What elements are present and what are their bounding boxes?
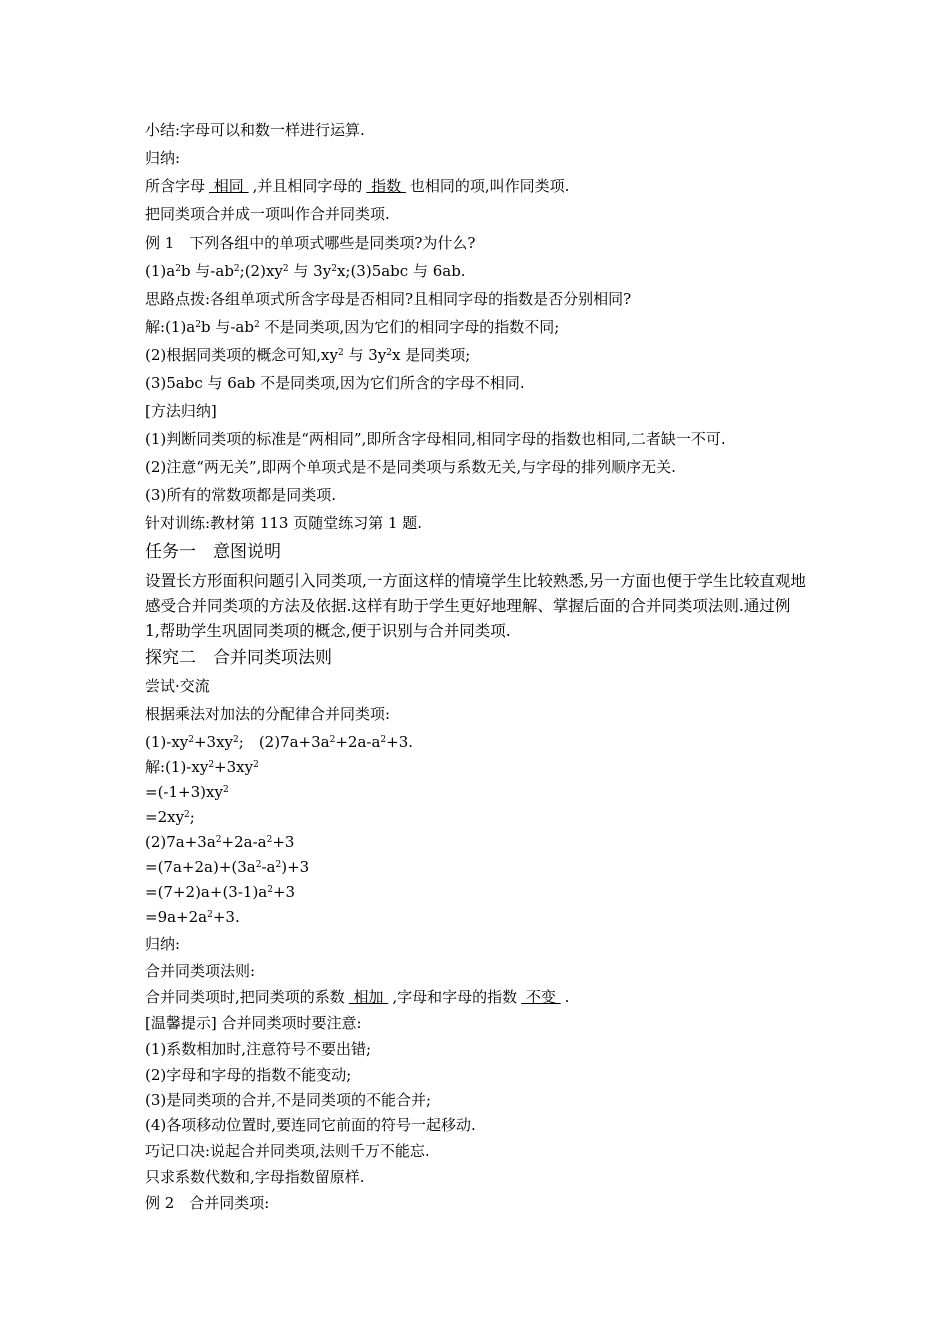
- exponent: 2: [267, 885, 273, 895]
- example-2-title: 例 2 合并同类项:: [145, 1194, 270, 1212]
- try-exchange: 尝试·交流: [145, 677, 210, 695]
- text-segment: 不是同类项,因为它们的相同字母的指数不同;: [259, 318, 560, 336]
- method-point-1: (1)判断同类项的标准是“两相同”,即所含字母相同,相同字母的指数也相同,二者缺一不可.: [145, 430, 726, 448]
- exponent: 2: [253, 760, 259, 770]
- exponent: 2: [207, 910, 213, 920]
- text-segment: =(7a+2a)+(3a: [145, 858, 256, 876]
- rule-statement: [145, 987, 569, 1007]
- text-segment: 解:(1)-xy: [145, 758, 209, 776]
- task-instruction: 根据乘法对加法的分配律合并同类项:: [145, 705, 391, 723]
- text-segment: +2a-a: [221, 833, 267, 851]
- solution-step: [145, 857, 309, 877]
- section-heading-task-1: 任务一 意图说明: [145, 542, 281, 562]
- tip-4: (4)各项移动位置时,要连同它前面的符号一起移动.: [145, 1116, 476, 1134]
- text-segment: (2)7a+3a: [145, 833, 216, 851]
- exponent: 2: [215, 835, 222, 845]
- mnemonic-line-1: 巧记口决:说起合并同类项,法则千万不能忘.: [145, 1142, 430, 1160]
- exponent: 2: [386, 348, 392, 358]
- text-segment: ,字母和字母的指数: [392, 988, 518, 1006]
- text-segment: (1)-xy: [145, 733, 189, 751]
- tip-1: (1)系数相加时,注意符号不要出错;: [145, 1040, 372, 1058]
- exponent: 2: [233, 735, 239, 745]
- text-segment: +2a-a: [335, 733, 381, 751]
- exponent: 2: [195, 320, 201, 330]
- text-segment: ; (2)7a+3a: [238, 733, 330, 751]
- text-segment: x;(3)5abc 与 6ab.: [336, 262, 466, 280]
- text-segment: (2)根据同类项的概念可知,xy: [145, 346, 338, 364]
- hint-line: 思路点拨:各组单项式所含字母是否相同?且相同字母的指数是否分别相同?: [145, 290, 632, 308]
- fill-blank: 相同: [209, 177, 249, 195]
- exponent: 2: [208, 760, 215, 770]
- tips-heading: [温馨提示] 合并同类项时要注意:: [145, 1014, 362, 1032]
- text-segment: -a: [261, 858, 276, 876]
- text-segment: +3xy: [193, 733, 234, 751]
- intent-paragraph: 设置长方形面积问题引入同类项,一方面这样的情境学生比较熟悉,另一方面也便于学生比较直观地感受合并同类项的方法及依据.这样有助于学生更好地理解、掌握后面的合并同类项法则.通过例 1,帮助学生巩固同类项的概念,便于识别与合并同类项.: [145, 572, 806, 640]
- text-segment: b 与-ab: [200, 318, 254, 336]
- text-segment: 合并同类项时,把同类项的系数: [145, 988, 345, 1006]
- exponent: 2: [175, 264, 181, 274]
- text-segment: b 与-ab: [180, 262, 234, 280]
- text-segment: =(7+2)a+(3-1)a: [145, 883, 268, 901]
- tip-3: (3)是同类项的合并,不是同类项的不能合并;: [145, 1091, 432, 1109]
- text-segment: +3xy: [214, 758, 254, 776]
- solution-step: [145, 907, 240, 927]
- mnemonic-line-2: 只求系数代数和,字母指数留原样.: [145, 1168, 365, 1186]
- text-segment: +3.: [212, 908, 240, 926]
- text-segment: +3: [272, 833, 295, 851]
- fill-blank: 不变: [521, 988, 561, 1006]
- solution-step: [145, 882, 295, 902]
- exponent: 2: [329, 735, 336, 745]
- text-segment: +3.: [386, 733, 414, 751]
- exponent: 2: [184, 810, 190, 820]
- exponent: 2: [266, 835, 273, 845]
- example-1-items: [145, 261, 466, 281]
- solution-3: (3)5abc 与 6ab 不是同类项,因为它们所含的字母不相同.: [145, 374, 525, 392]
- exponent: 2: [337, 348, 344, 358]
- exponent: 2: [188, 735, 194, 745]
- tip-2: (2)字母和字母的指数不能变动;: [145, 1066, 352, 1084]
- induction-heading: 归纳:: [145, 149, 181, 167]
- exponent: 2: [222, 785, 229, 795]
- text-segment: .: [564, 988, 570, 1006]
- text-segment: ,并且相同字母的: [252, 177, 363, 195]
- solution-2: [145, 345, 470, 365]
- exponent: 2: [282, 264, 289, 274]
- solution-step: [145, 832, 294, 852]
- text-segment: ;(2)xy: [239, 262, 283, 280]
- text-segment: 解:(1)a: [145, 318, 196, 336]
- induction-heading-2: 归纳:: [145, 935, 181, 953]
- exponent: 2: [380, 735, 387, 745]
- fill-blank: 相加: [348, 988, 389, 1006]
- text-segment: =2xy: [145, 808, 185, 826]
- text-segment: (1)a: [145, 262, 176, 280]
- summary-line: 小结:字母可以和数一样进行运算.: [145, 121, 365, 139]
- rule-heading: 合并同类项法则:: [145, 962, 256, 980]
- text-segment: 也相同的项,叫作同类项.: [409, 177, 570, 195]
- text-segment: x 是同类项;: [391, 346, 471, 364]
- text-segment: ;: [189, 808, 195, 826]
- text-segment: 与 3y: [343, 346, 387, 364]
- combine-definition: 把同类项合并成一项叫作合并同类项.: [145, 205, 390, 223]
- exponent: 2: [331, 264, 337, 274]
- solution-1: [145, 317, 559, 337]
- text-segment: =9a+2a: [145, 908, 208, 926]
- fill-blank: 指数: [366, 177, 406, 195]
- text-segment: =(-1+3)xy: [145, 783, 223, 801]
- exponent: 2: [275, 860, 282, 870]
- text-segment: 所含字母: [145, 177, 206, 195]
- practice-line: 针对训练:教材第 113 页随堂练习第 1 题.: [145, 514, 423, 532]
- solution-step: [145, 807, 195, 827]
- method-point-3: (3)所有的常数项都是同类项.: [145, 486, 337, 504]
- text-segment: )+3: [281, 858, 310, 876]
- exponent: 2: [255, 860, 262, 870]
- method-summary-heading: [方法归纳]: [145, 402, 217, 420]
- example-1-title: 例 1 下列各组中的单项式哪些是同类项?为什么?: [145, 234, 476, 252]
- like-terms-definition: [145, 176, 569, 196]
- text-segment: +3: [272, 883, 296, 901]
- solution-step: [145, 782, 229, 802]
- exponent: 2: [233, 264, 240, 274]
- solution-step: [145, 757, 259, 777]
- exponent: 2: [253, 320, 260, 330]
- exercise-expressions: [145, 732, 413, 752]
- section-heading-explore-2: 探究二 合并同类项法则: [145, 648, 332, 668]
- method-point-2: (2)注意“两无关”,即两个单项式是不是同类项与系数无关,与字母的排列顺序无关.: [145, 458, 676, 476]
- text-segment: 与 3y: [288, 262, 332, 280]
